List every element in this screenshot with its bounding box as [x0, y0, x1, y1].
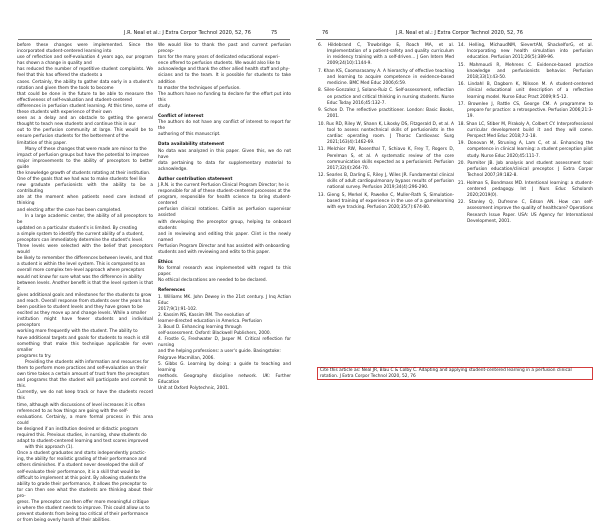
text-line: Many of these changes that were made are minor to the: [25, 146, 147, 152]
running-title: J.R. Neal et al.: J Extra Corpor Technol 2020, 52, 76: [124, 30, 251, 36]
text-line: referenced to as how things are going with the self-: [17, 408, 128, 414]
text-line: time, although with discussions of level increases it is often: [17, 402, 146, 408]
reference-item: 13. Gieng S, Merkel K, Pawelke C, Muller-Rath S, Simulation-based training of experience in the use of a gamelearning with eye tracking. Perfusion 2020;35(7):674-80.: [318, 192, 454, 211]
text-line: between levels. Another benefit is that the level system is that it: [17, 280, 153, 292]
text-line: perfusion clinical rotations. Caitlin as perfusion supervisor assisted: [158, 207, 291, 219]
reference-item: 16. Lindahl B, Dagborn K, Nilsson M. A student-centered clinical educational unit description of a reflective learning model. Nurse Educ Pract 2009;9:5-12.: [458, 82, 593, 100]
text-line: The authors do not have any conflict of interest to report for the: [158, 120, 291, 132]
citation-box: Cite this article as: Neal JR, Blau C & Colby C. Adapting and applying student-centered learning in a perfusion clinical rotation. J Extra Corpor Technol 2020, 52, 76: [317, 367, 593, 380]
text-line: programs to try.: [17, 353, 52, 359]
text-line: evaluations. Certainly, a more formal process in this area could: [17, 414, 153, 426]
text-line: own time takes a certain amount of trust from the preceptors: [17, 372, 150, 378]
text-line: seen as a delay and an obstacle to getting the general thought to teach new students and continue this in our: [17, 116, 153, 128]
text-line: ability to grade their performance, it allows the preceptor to: [17, 481, 147, 487]
reference-item: 10. Rus RD, Riley W, Shann K, Likosky DS, Fitzgerald D, et al. A tool to assess nontechnical skills of perfusionists in the cardiac operating room. J Thorac Cardiovasc Surg 2021;163(4):1462-69.: [318, 121, 454, 145]
text-line: be likely to remember the differences between levels, and that: [17, 256, 153, 262]
references-right-column: [458, 43, 593, 226]
text-line: Ethics: [158, 260, 173, 266]
text-line: 5. Gibbs G. Learning by doing: a guide to teaching and learning: [158, 361, 291, 373]
text-line: preceptors can immediately determine the student's level.: [17, 238, 144, 243]
text-line: ing, the ability for realistic grading of their performance and: [17, 457, 147, 463]
text-line: in where the student needs to improve. This could allow us to: [17, 506, 150, 512]
text-line: and programs that the student will participate and commit to this.: [17, 378, 153, 390]
text-line: study.: [158, 103, 171, 109]
text-line: The authors have no funding to declare for the effort put into this: [158, 91, 291, 103]
text-line: 4. Frostle G, Freshwater D, Jasper M. Critical reflection for nursing: [158, 337, 291, 349]
text-line: students and with reviewing and edits to this paper.: [158, 250, 270, 255]
text-line: No ethical declarations are needed to be declared.: [158, 278, 267, 284]
text-line: others diminishes. If a student never developed the skill of: [17, 463, 144, 469]
text-line: prevent students from being too critical of their performance: [17, 512, 149, 518]
running-title: J.R. Neal et al.: J Extra Corpor Technol 2020, 52, 76: [396, 30, 523, 36]
text-line: to master the techniques of perfusion.: [158, 85, 241, 91]
back-matter-column: [158, 43, 291, 392]
text-line: No data was analyzed in this paper. Given this, we do not have: [158, 148, 291, 160]
text-line: cases. Certainly, the ability to gather data early in a student's rotation and given them the tools to become: [17, 79, 153, 91]
text-line: adapt to student-centered learning and test scores improved: [17, 439, 149, 445]
reference-item: 19. Donovan M, Struning A, Lam C, et al. Enhancing the competence in clinical learning: a student perception pilot study. Nurse Educ 2020;45:111-7.: [458, 141, 593, 159]
text-line: impact of perfusion groups but have the potential to improve: [17, 152, 149, 158]
text-line: data pertaining to data for supplementary material to acknowledge.: [158, 160, 291, 172]
page-number: 76: [322, 30, 329, 36]
text-line: 2017;9(1):91-102.: [158, 306, 198, 312]
header-rule: [316, 39, 592, 40]
text-line: Perfusion Program Director and has assisted with onboarding: [158, 243, 290, 249]
text-line: and the helping professions: a user's guide. Basingstoke:: [158, 349, 281, 355]
text-line: working more frequently with the student. The ability to: [17, 329, 138, 335]
text-line: something that make this technique applicable for even smaller: [17, 341, 153, 353]
reference-item: 6. Hildebrand C, Trowbridge E, Roach MA, et al. Implementation of a patient-safety and quality curriculum in residency training with a self-driven... J Gen Intern Med 2009;24(10):1144-9.: [318, 43, 454, 67]
text-line: excited as they move up and change levels. While a smaller: [17, 311, 147, 317]
text-line: Data availability statement: [158, 142, 225, 148]
page-76: [300, 0, 600, 425]
text-line: learner-directed education in America. Perfusion: [158, 318, 262, 324]
text-line: methods. Geography discipline network. UK: Further Education: [158, 373, 291, 385]
text-line: and electing after the case has been completed.: [17, 207, 122, 213]
text-line: the knowledge growth of students rotating at their institution.: [17, 170, 151, 176]
text-line: be designed if an institution desired or didactic program: [17, 426, 139, 432]
text-line: References: [158, 288, 186, 294]
text-line: 3. Boud D. Enhancing learning through: [158, 325, 242, 331]
text-line: self-assessment. Oxford: Blackwell Publishers, 2000.: [158, 331, 271, 337]
text-line: tors for the many years of dedicated educational experi-: [158, 55, 280, 61]
text-line: and in reviewing and editing this paper. Clint is the newly named: [158, 231, 291, 243]
text-line: We would like to thank the past and current perfusion precep-: [158, 43, 291, 55]
text-line: and reach. Overall response from students over the years has: [17, 298, 151, 304]
text-line: In a large academic center, the ability of all preceptors to be: [17, 213, 153, 225]
text-line: them to perform more practices and self-evaluation on their: [17, 365, 147, 371]
text-line: sicians and to the team. It is possible for students to take addition: [158, 73, 291, 85]
reference-item: 18. Shan LC, Stiber M, Pirakoly A, Colbert CY. Interprofessional curricular development build it and they will come. Perspect Med Educ 2018;7:2-18.: [458, 121, 593, 139]
references-left-column: [318, 43, 454, 213]
text-line: acknowledge and thank the other allied health staff and phy-: [158, 67, 290, 73]
text-line: have additional targets and goals for students to reach is still: [17, 335, 150, 341]
reference-item: 12. Searles B, Darling E, Riley J, Wiles JR. Fundamental clinical skills of adult cardiopulmonary bypass results of perfusion national survey. Perfusion 2019;34(4):296-290.: [318, 173, 454, 191]
text-line: 2. Kassim NS, Kassim RM. The evolution of: [158, 312, 250, 318]
page-number: 75: [271, 30, 278, 36]
text-line: ate at the moment when patients need care instead of thinking: [17, 195, 153, 207]
text-line: tor can then see what the students are thinking about their pro-: [17, 487, 153, 499]
text-line: Palgrave Macmillan, 2006.: [158, 355, 215, 361]
text-line: updated on a particular student's is limited. By creating: [17, 225, 138, 231]
text-line: gress. The preceptor can then offer more meaningful critique: [17, 500, 149, 506]
text-line: differences in perfusion student learning. At this time, some of these students with experience of their own: [17, 103, 153, 116]
text-line: with developing the preceptor group, helping to onboard students: [158, 219, 291, 231]
text-line: 1. Williams MK. John Dewey in the 21st century. J Inq Action Educ: [158, 294, 291, 306]
reference-item: 7. Khan KS, Coomarasamy A. A hierarchy of effective teaching and learning to acquire competence in evidence-based medicine. BMC Med Educ 2006;6:59.: [318, 68, 454, 86]
reference-item: 20. Parmiter JB. Job analysis and student assessment tool: perfusion education/clinical preceptor. J Extra Corpor Technol 2007;39:182-8.: [458, 161, 593, 179]
text-line: Providing the students with information and resources for: [25, 359, 149, 365]
reference-item: 9. Schon D. The reflective practitioner. London: Basic Books, 2001.: [318, 108, 454, 120]
text-line: use of reflection and self-evaluation 4 years ago, our program has shown a change in quality and: [17, 55, 153, 67]
text-line: out to the perfusion community at large. This would be to ensure perfusion students for the betterment of the: [17, 128, 153, 140]
text-line: a student is within the level system. This is compared to an: [17, 262, 146, 268]
text-line: or from being overly harsh of their abilities.: [17, 518, 111, 524]
text-line: would not know for sure what was the difference in ability: [17, 274, 142, 280]
text-line: that could be done in the future to be able to measure the effectiveness of self-evaluation and student-centered: [17, 91, 153, 103]
header-rule: [18, 39, 290, 40]
text-line: major improvements to the ability of preceptors to better guide: [17, 158, 153, 170]
text-line: program, responsible for health science to bring student-centered: [158, 195, 291, 207]
reference-item: 17. Brownlee J, Rattle CS, George CM. A programme to prepare for practice: a retrospective. Perfusion 2006;21:3-19.: [458, 102, 593, 120]
text-line: One of the goals that we had was to make students feel like: [17, 177, 147, 183]
text-line: responsible for all of these student-centered processes at the: [158, 189, 291, 195]
text-line: ence offered to perfusion students. We would also like to: [158, 61, 281, 67]
text-line: Unit at Oxford Polytechnic, 2001.: [158, 385, 230, 391]
text-line: Once a student graduates and starts independently practic-: [17, 451, 147, 457]
discussion-column: [17, 43, 153, 524]
text-line: authoring of this manuscript.: [158, 132, 221, 138]
text-line: before these changes were implemented. Since the incorporated student-centered learning into: [17, 43, 153, 55]
text-line: been positive to student levels and they have grown to be: [17, 305, 143, 311]
text-line: J.R.N. is the current Perfusion Clinical Program Director; he is: [158, 182, 289, 188]
reference-item: 8. Siles-Gonzalez J, Solano-Ruiz C. Self-assessment, reflection on practice and critical thinking in nursing students. Nurse Educ Today 2016;45:132-7.: [318, 88, 454, 106]
text-line: has reduced the number of repetitive student complaints. We feel that this has offered the students a: [17, 67, 153, 79]
text-line: Currently, we do not keep track or have the students record this: [17, 390, 153, 402]
text-line: required this. Previous studies, in nursing, show students do: [17, 433, 147, 438]
text-line: new graduate perfusionists with the ability to be a contributing: [17, 183, 153, 195]
text-line: institution might have fewer students and individual preceptors: [17, 317, 153, 329]
text-line: Author contribution statement: [158, 176, 233, 182]
text-line: gives additional goals and milestones for the students to grow: [17, 292, 152, 298]
text-line: overall more complex ten-level approach where preceptors: [17, 268, 145, 274]
reference-item: 15. Mahmoudi R, Mehrens C. Evidence-based practice knowledge and perfusionists behavior. Perfusion 2018;33(1):43-50.: [458, 62, 593, 80]
text-line: limitation of this paper.: [17, 140, 67, 146]
text-line: self-evaluate their performance, it is a skill that would be: [17, 469, 140, 475]
text-line: No formal research was implemented with regard to this paper.: [158, 266, 291, 278]
reference-item: 14. Helling, MichaudNM, SievertAN, ShackelforG, et al. Incorporating new health simulation into perfusion education. Perfusion 2011;26(5):389-96.: [458, 43, 593, 61]
text-line: Three levels were selected with the belief that preceptors would: [17, 244, 153, 256]
text-line: with this approach (1).: [25, 445, 74, 451]
reference-item: 11. Melchior RW, Rosenthal T, Schiavo K, Frey T, Rogers D, Perelman S, et al. A systematic review of the core communication skills expected as a perfusionist. Perfusion 2017;32(4):264-70.: [318, 147, 454, 171]
text-line: a simple system to identify the current ability of a student,: [17, 231, 144, 237]
text-line: Conflict of interest: [158, 114, 204, 120]
reference-item: 22. Stanley Q, Dufresne C, Edson AN. How can self-assessment improve the quality of healthcare? Operations Research Issue Paper. USA: US Agency for International Development, 2001.: [458, 200, 593, 224]
reference-item: 21. Holman S, Bondmass MD. Intentional learning: a student-centered pedagogy. Int J Nurs Educ Scholarsh 2020;2019(0).: [458, 180, 593, 198]
text-line: difficult to implement at this point. By allowing students the: [17, 475, 147, 481]
